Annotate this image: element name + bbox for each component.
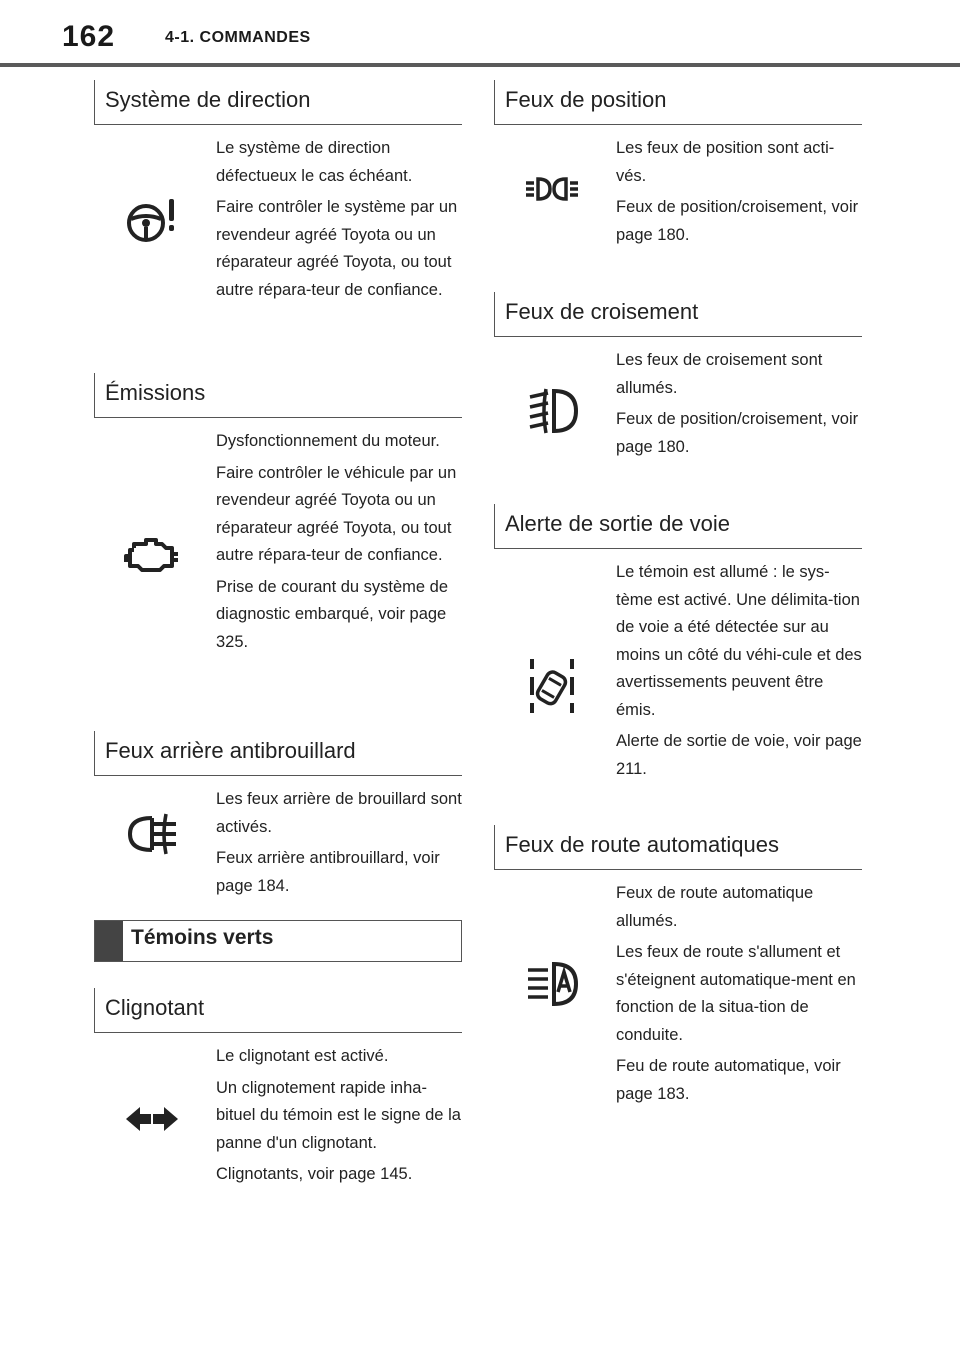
entry-low-beam: [494, 337, 862, 504]
heading-bar: [95, 921, 123, 961]
low-beam-icon: [524, 383, 580, 439]
entry-steering: [94, 125, 462, 373]
section-heading-position: [494, 80, 862, 125]
section-title: Feux de croisement: [505, 299, 699, 324]
paragraph: Le témoin est allumé : le sys-tème est activé. Une délimita-tion de voie a été détectée sur au moins un côté du véhi-cule et des avertissements peuvent être émis.: [616, 563, 862, 719]
section-heading-lane-departure: [494, 504, 862, 549]
paragraph: Un clignotement rapide inha-bituel du témoin est le signe de la panne d'un clignotant.: [216, 1078, 461, 1152]
paragraph: Feux de route automatique allumés.: [616, 884, 814, 930]
paragraph: Feux arrière antibrouillard, voir page 184.: [216, 849, 440, 895]
left-column: [94, 80, 462, 1203]
section-heading-turn-signal: [94, 988, 462, 1033]
entry-rear-fog: [94, 776, 462, 920]
paragraph: Les feux arrière de brouillard sont activés.: [216, 790, 462, 836]
entry-turn-signal: [94, 1033, 462, 1203]
paragraph: Alerte de sortie de voie, voir page 211.: [616, 732, 862, 778]
paragraph: Les feux de route s'allument et s'éteignent automatique-ment en fonction de la situa-tion de conduite.: [616, 943, 856, 1044]
paragraph: Le clignotant est activé.: [216, 1047, 389, 1065]
section-heading-rear-fog: [94, 731, 462, 776]
section-heading-emissions: [94, 373, 462, 418]
position-lights-icon: [524, 161, 580, 217]
green-indicators-heading: [94, 920, 462, 962]
paragraph: Dysfonctionnement du moteur.: [216, 432, 440, 450]
section-title: Feux arrière antibrouillard: [105, 738, 356, 763]
rear-fog-light-icon: [124, 806, 180, 862]
page-header: [0, 0, 960, 68]
header-rule: [0, 63, 960, 67]
chapter-title: 4-1. COMMANDES: [165, 29, 311, 46]
section-title: Système de direction: [105, 87, 311, 112]
section-heading-steering: [94, 80, 462, 125]
turn-signal-icon: [124, 1091, 180, 1147]
right-column: [494, 80, 862, 1130]
paragraph: Clignotants, voir page 145.: [216, 1165, 413, 1183]
section-title: Clignotant: [105, 995, 205, 1020]
entry-emissions: [94, 418, 462, 731]
section-title: Émissions: [105, 380, 206, 405]
entry-lane-departure: [494, 549, 862, 825]
paragraph: Faire contrôler le véhicule par un revendeur agréé Toyota ou un réparateur agréé Toyota, ou tout autre répara-teur de confiance.: [216, 463, 457, 564]
page-number: 162: [62, 20, 116, 53]
lane-departure-icon: [524, 657, 580, 715]
section-title: Alerte de sortie de voie: [505, 511, 731, 536]
section-title: Feux de position: [505, 87, 667, 112]
paragraph: Les feux de position sont acti-vés.: [616, 139, 835, 185]
paragraph: Feu de route automatique, voir page 183.: [616, 1057, 841, 1103]
section-heading-low-beam: [494, 292, 862, 337]
paragraph: Les feux de croisement sont allumés.: [616, 351, 823, 397]
engine-check-icon: [124, 528, 180, 584]
section-heading-auto-high-beam: [494, 825, 862, 870]
paragraph: Faire contrôler le système par un revendeur agréé Toyota ou un réparateur agréé Toyota, ou tout autre répara-teur de confiance.: [216, 198, 458, 299]
paragraph: Prise de courant du système de diagnostic embarqué, voir page 325.: [216, 577, 449, 651]
paragraph: Feux de position/croisement, voir page 180.: [616, 410, 859, 456]
auto-high-beam-icon: [524, 956, 580, 1012]
section-title: Feux de route automatiques: [505, 832, 779, 857]
entry-position: [494, 125, 862, 292]
paragraph: Le système de direction défectueux le cas échéant.: [216, 139, 413, 185]
entry-auto-high-beam: [494, 870, 862, 1130]
steering-warning-icon: [124, 191, 180, 247]
paragraph: Feux de position/croisement, voir page 180.: [616, 198, 859, 244]
section-title: Témoins verts: [131, 926, 274, 949]
